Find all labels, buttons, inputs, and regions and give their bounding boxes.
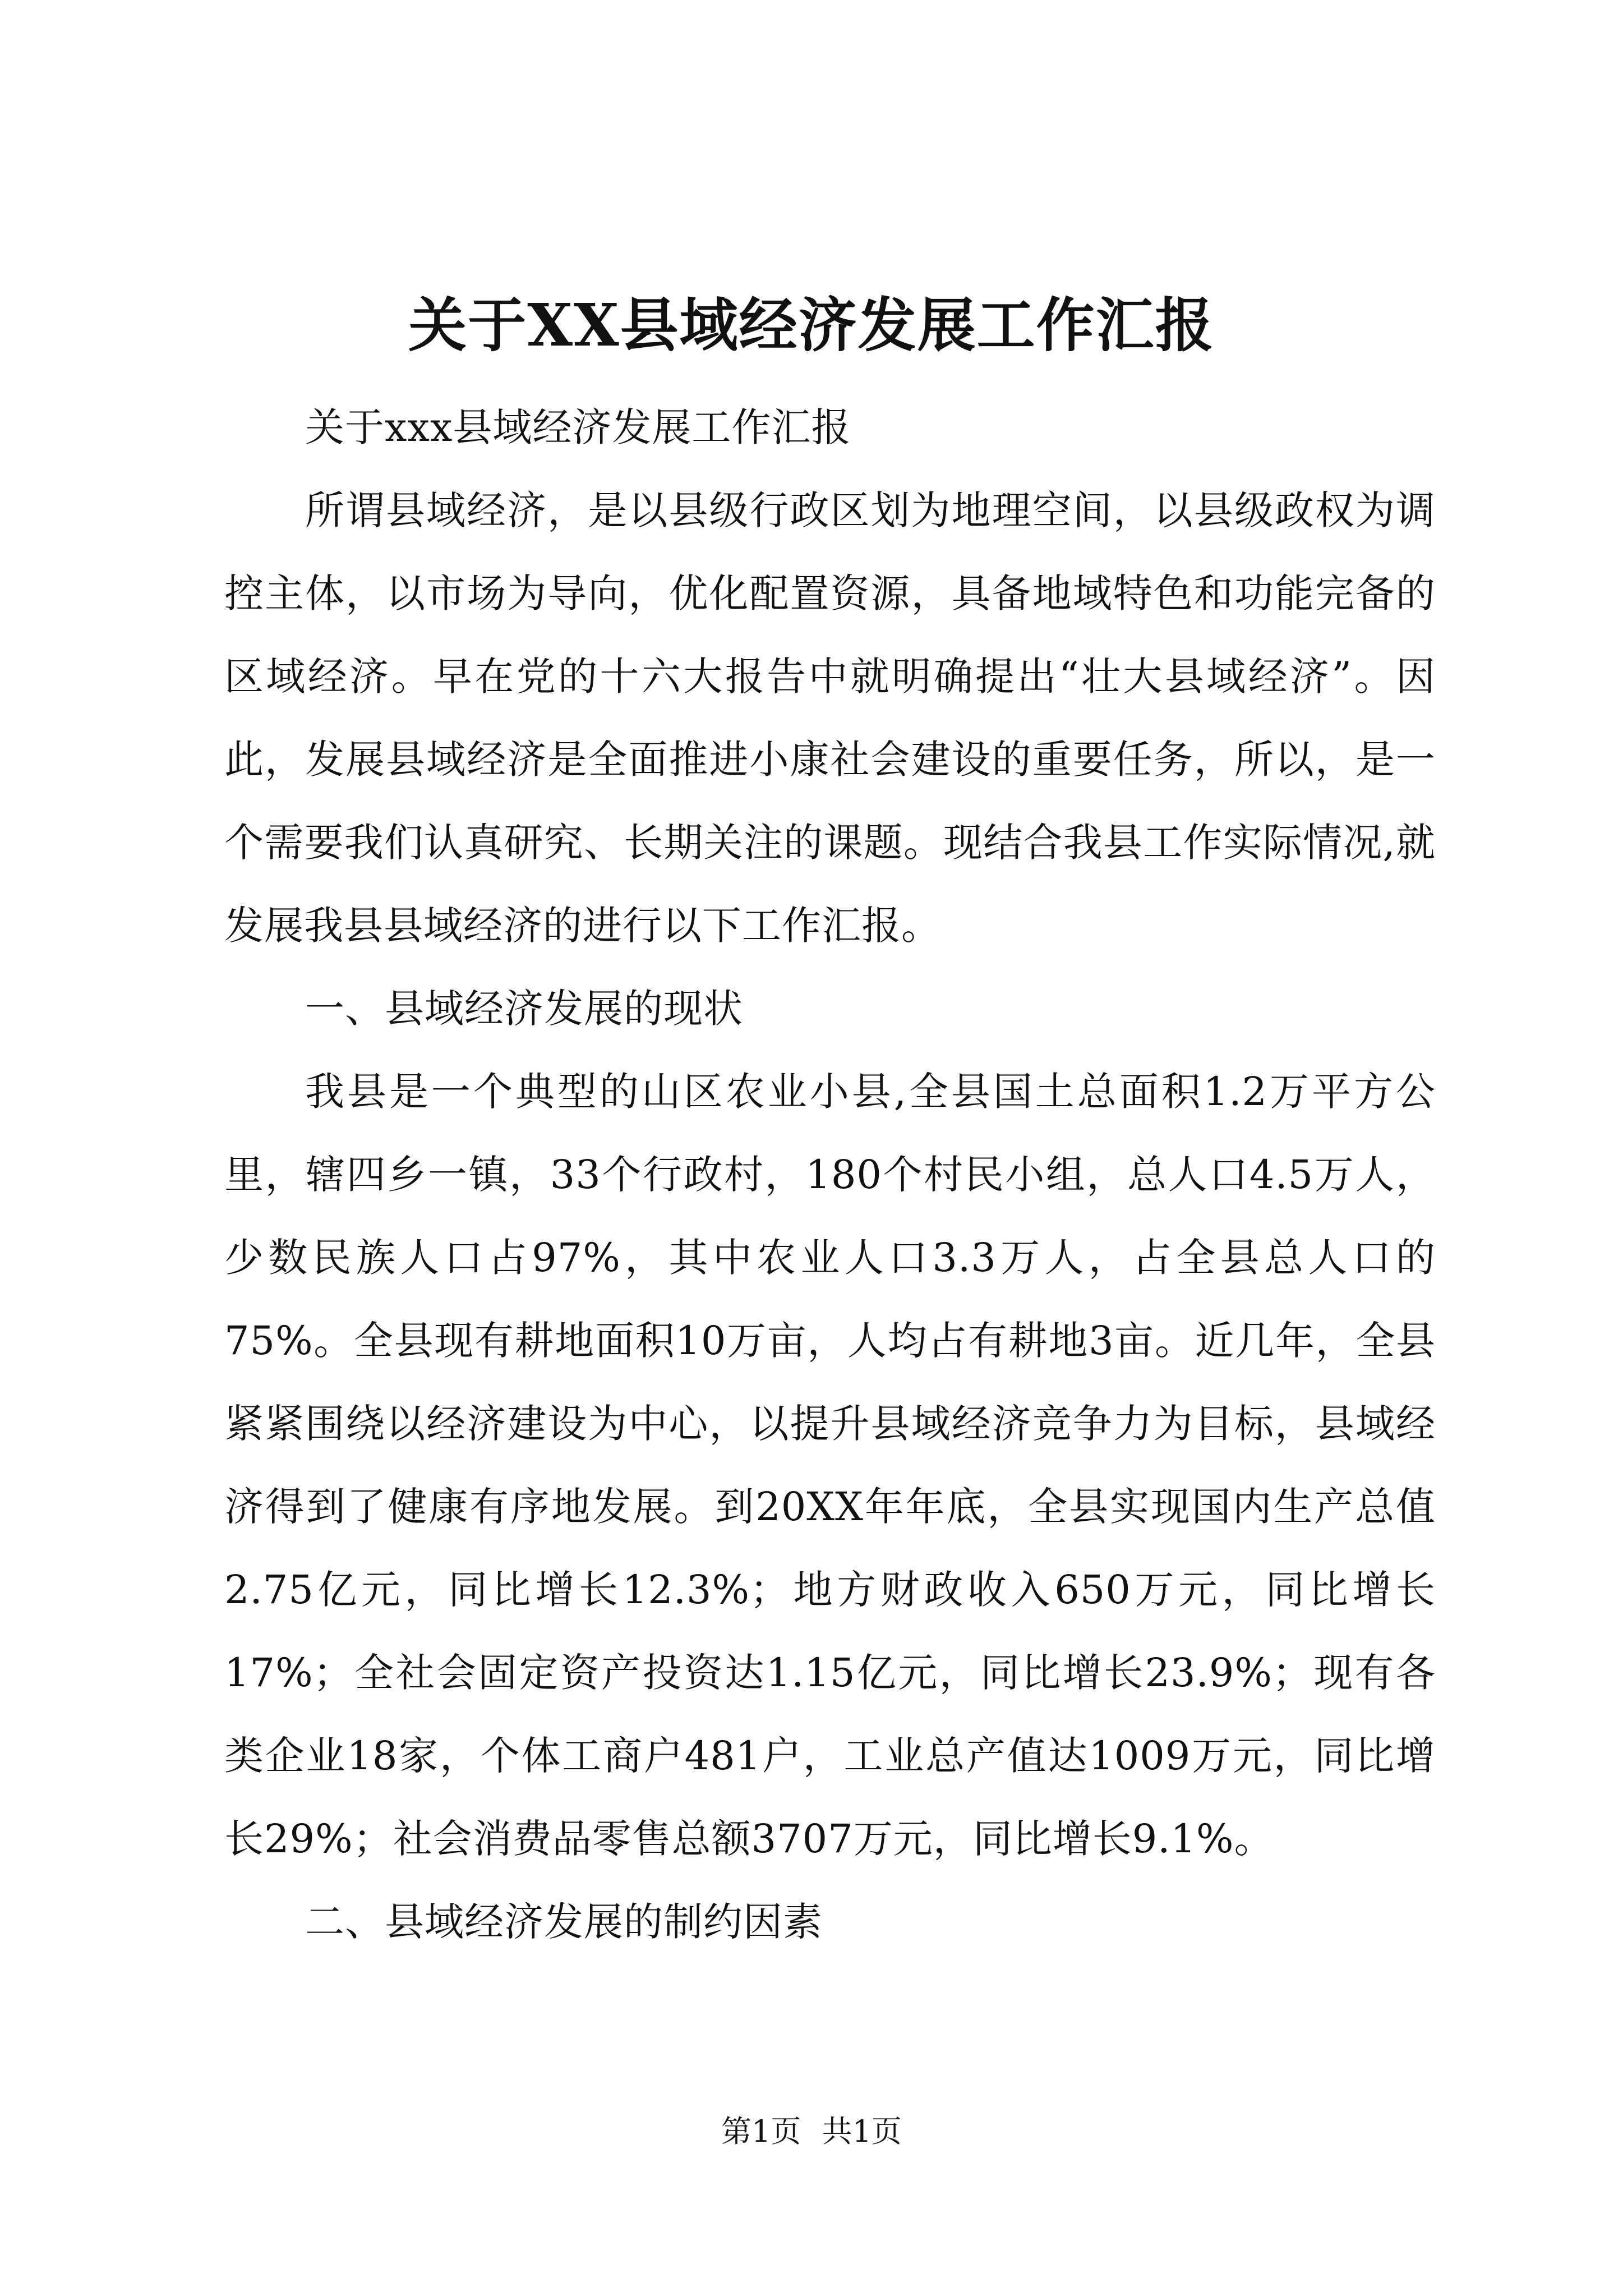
status-paragraph: 我县是一个典型的山区农业小县,全县国土总面积1.2万平方公里，辖四乡一镇，33个行政村，180个村民小组，总人口4.5万人，少数民族人口占97%，其中农业人口3.3万人，占全县总人口的75%。全县现有耕地面积10万亩，人均占有耕地3亩。近几年，全县紧紧围绕以经济建设为中心，以提升县域经济竞争力为目标，县域经济得到了健康有序地发展。到20XX年年底，全县实现国内生产总值2.75亿元，同比增长12.3%；地方财政收入650万元，同比增长17%；全社会固定资产投资达1.15亿元，同比增长23.9%；现有各类企业18家，个体工商户481户，工业总产值达1009万元，同比增长29%；社会消费品零售总额3707万元，同比增长9.1%。: [224, 1069, 1436, 1862]
page-number: 第1页: [721, 2114, 801, 2149]
subtitle-paragraph: 关于xxx县域经济发展工作汇报: [305, 404, 851, 450]
section-heading-1: 一、县域经济发展的现状: [305, 986, 743, 1032]
intro-paragraph: 所谓县域经济，是以县级行政区划为地理空间，以县级政权为调控主体，以市场为导向，优化配置资源，具备地域特色和功能完备的区域经济。早在党的十六大报告中就明确提出“壮大县域经济”。因此，发展县域经济是全面推进小康社会建设的重要任务，所以，是一个需要我们认真研究、长期关注的课题。现结合我县工作实际情况,就发展我县县域经济的进行以下工作汇报。: [224, 487, 1436, 949]
document-body: [224, 386, 1436, 1963]
section-heading-2: 二、县域经济发展的制约因素: [305, 1899, 823, 1945]
page-total: 共1页: [822, 2114, 902, 2149]
page-footer: [0, 2109, 1623, 2154]
document-title: 关于XX县域经济发展工作汇报: [408, 291, 1215, 360]
